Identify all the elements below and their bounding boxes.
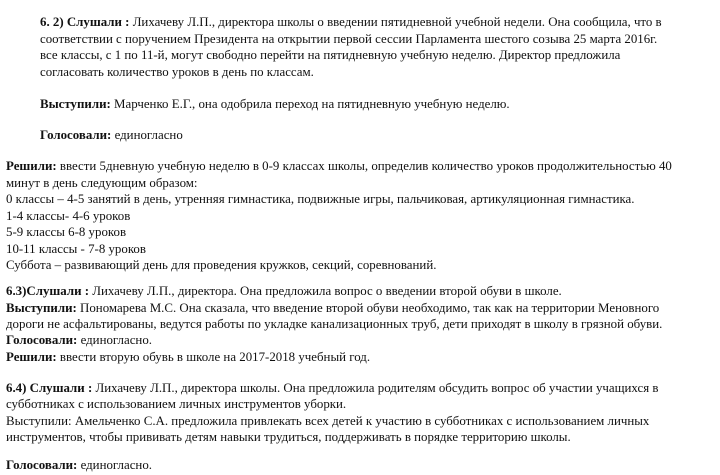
s63-spoke-label: Выступили: (6, 301, 77, 315)
s62-decided-line-6: 10-11 классы - 7-8 уроков (6, 242, 146, 256)
s62-decided-label: Решили: (6, 159, 57, 173)
s62-voted-label: Голосовали: (40, 128, 112, 142)
s63-heard-text: Лихачеву Л.П., директора. Она предложила вопрос о введении второй обуви в школе. (89, 284, 562, 298)
s63-spoke-line-1 (6, 300, 716, 317)
s62-line-4: согласовать количество уроков в день по классам. (40, 65, 314, 79)
s62-line-3: все классы, с 1 по 11-й, могут свободно перейти на пятидневную учебную неделю. Директор предложила (40, 48, 621, 62)
s62-decided-line-5: 5-9 классы 6-8 уроков (6, 225, 127, 239)
s64-heading: 6.4) Слушали : (6, 381, 93, 395)
s64-voted-label: Голосовали: (6, 458, 78, 472)
s64-voted-text: единогласно. (77, 458, 152, 472)
s63-decided-text: ввести вторую обувь в школе на 2017-2018 учебный год. (56, 350, 371, 364)
s62-voted-text: единогласно (111, 128, 183, 142)
s63-voted-label: Голосовали: (6, 333, 78, 347)
s63-voted (6, 332, 716, 349)
s63-spoke-line-2: дороги не асфальтированы, ведутся работы по укладке канализационных труб, дети приходят в школу в грязной обуви. (6, 317, 663, 331)
s62-spoke-label: Выступили: (40, 97, 111, 111)
s62-decided-line-3: 0 классы – 4-5 занятий в день, утренняя гимнастика, подвижные игры, пальчиковая, артикуляционная гимнастика. (6, 192, 635, 206)
s62-line-1 (40, 14, 716, 31)
s62-decided-text: ввести 5дневную учебную неделю в 0-9 классах школы, определив количество уроков продолжительностью 40 (56, 159, 672, 173)
s64-heard-text: Лихачеву Л.П., директора школы. Она предложила родителям обсудить вопрос об участии учащихся в (92, 381, 659, 395)
s63-voted-text: единогласно. (77, 333, 152, 347)
s62-spoke (40, 96, 716, 113)
s64-heard-line-1 (6, 380, 716, 397)
s63-heard (6, 283, 716, 300)
s62-decided-line-7: Суббота – развивающий день для проведения кружков, секций, соревнований. (6, 258, 437, 272)
s64-voted (6, 457, 716, 474)
s63-decided (6, 349, 716, 366)
s62-spoke-text: Марченко Е.Г., она одобрила переход на пятидневную учебную неделю. (110, 97, 510, 111)
s64-heard-line-2: субботниках с использованием личных инструментов уборки. (6, 397, 347, 411)
s64-spoke-line-1: Выступили: Амельченко С.А. предложила привлекать всех детей к участию в субботниках с использованием личных (6, 414, 650, 428)
s62-decided-line-4: 1-4 классы- 4-6 уроков (6, 209, 131, 223)
s62-heading: 6. 2) Слушали : (40, 15, 130, 29)
s63-heading: 6.3)Слушали : (6, 284, 90, 298)
s62-decided-line-1 (6, 158, 716, 175)
s62-voted (40, 127, 716, 144)
s64-spoke-line-2: инструментов, чтобы прививать детям навыки трудиться, поддерживать в порядке территорию школы. (6, 430, 571, 444)
s62-line-2: соответствии с поручением Президента на открытии первой сессии Парламента шестого созыва 25 марта 2016г. (40, 32, 658, 46)
s62-decided-line-2: минут в день следующим образом: (6, 176, 198, 190)
s62-heard-text: Лихачеву Л.П., директора школы о введении пятидневной учебной недели. Она сообщила, что в (129, 15, 662, 29)
s63-spoke-text: Пономарева М.С. Она сказала, что введение второй обуви необходимо, так как на территории Меновного (76, 301, 660, 315)
s63-decided-label: Решили: (6, 350, 57, 364)
